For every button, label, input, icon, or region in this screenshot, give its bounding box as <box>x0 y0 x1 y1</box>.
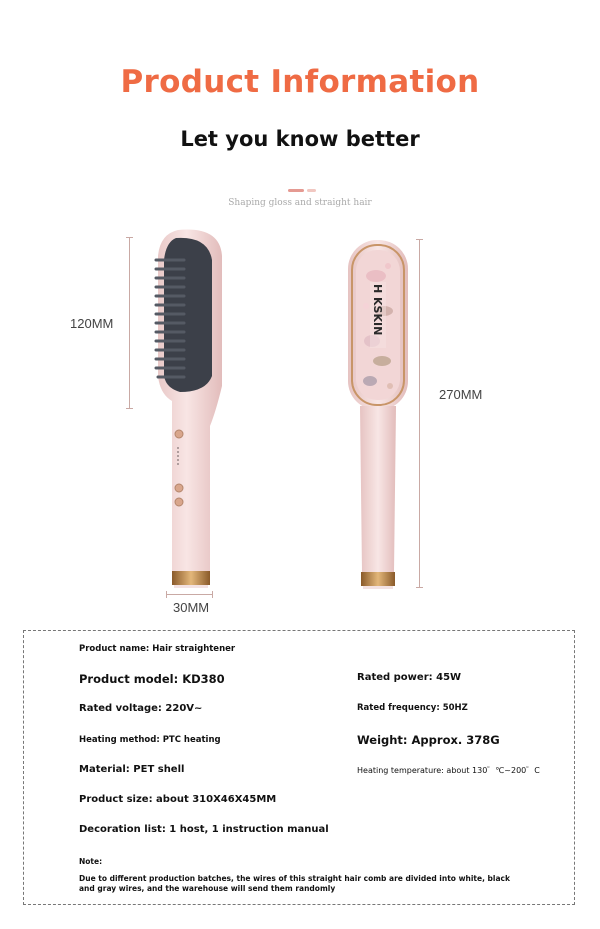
spec-product-name: Product name: Hair straightener <box>79 644 236 654</box>
page-title: Product Information <box>120 64 480 100</box>
spec-product-model: Product model: KD380 <box>79 672 225 686</box>
tagline-accent-right <box>307 189 316 192</box>
spec-rated-voltage: Rated voltage: 220V~ <box>79 703 203 714</box>
page-subtitle: Let you know better <box>180 127 420 151</box>
spec-weight: Weight: Approx. 378G <box>357 733 500 747</box>
comb-height-line <box>129 237 130 409</box>
note-text: Due to different production batches, the wires of this straight hair comb are divided into white, black and gray wires, and the warehouse will send them randomly <box>79 874 510 893</box>
straightener-side-view-image <box>140 226 235 596</box>
spec-box <box>23 630 575 905</box>
straightener-front-view-image <box>346 236 412 592</box>
spec-heating-method: Heating method: PTC heating <box>79 735 221 745</box>
total-height-cap-bottom <box>416 587 423 588</box>
tagline: Shaping gloss and straight hair <box>228 198 372 208</box>
total-height-cap-top <box>416 239 423 240</box>
spec-decoration-list: Decoration list: 1 host, 1 instruction manual <box>79 824 329 835</box>
spec-material: Material: PET shell <box>79 764 185 775</box>
spec-heating-temperature: Heating temperature: about 130゜℃~200゜C <box>357 766 540 775</box>
spec-rated-frequency: Rated frequency: 50HZ <box>357 703 468 713</box>
total-height-line <box>419 239 420 588</box>
total-height-label: 270MM <box>439 387 483 402</box>
width-label: 30MM <box>173 600 210 615</box>
tagline-accent-left <box>288 189 304 192</box>
note-title: Note: <box>79 857 103 866</box>
spec-rated-power: Rated power: 45W <box>357 672 462 683</box>
comb-height-cap-top <box>126 237 133 238</box>
comb-height-label: 120MM <box>70 316 114 331</box>
brand-label: H KSKIN <box>371 284 384 336</box>
comb-height-cap-bottom <box>126 408 133 409</box>
spec-product-size: Product size: about 310X46X45MM <box>79 794 277 805</box>
